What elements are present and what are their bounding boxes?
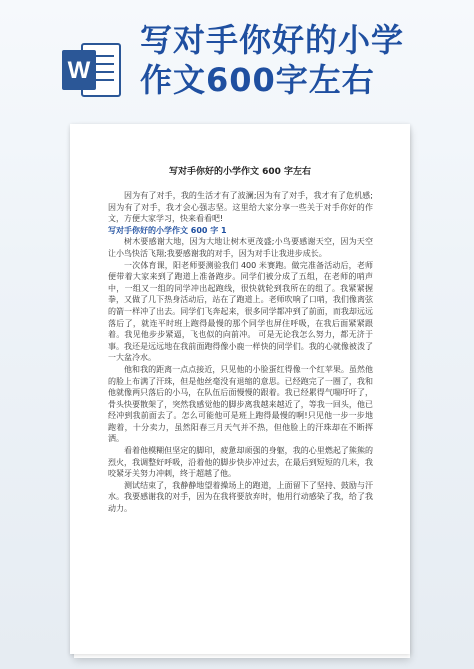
paragraph: 树木要感谢大地，因为大地让树木更茂盛;小鸟要感谢天空，因为天空让小鸟快活飞翔;我要感谢我的对手，因为对手让我进步成长。 [108, 237, 373, 258]
paragraph-intro: 因为有了对手，我的生活才有了波澜;因为有了对手，我才有了危机感;因为有了对手，我才会心强志坚。这里给大家分享一些关于对手你好的作文，方便大家学习，快来看看吧! [108, 191, 373, 224]
paragraph: 他和我的距离一点点接近，只见他的小脸蛋红得像一个红苹果。虽然他的脸上布满了汗珠，但是他丝毫没有退缩的意思。已经跑完了一圈了，我和他就像两只落后的小马，在队伍后面慢慢的跟着。我已经累得气喘吁吁了，骨头快要散架了，突然我感觉他的脚步离我越来越近了，等我一回头，他已经冲到我前面去了。怎么可能他可是班上跑得最慢的啊!只见他一步一步地跑着，十分卖力，虽然阳春三月天气并不热，但他脸上的汗珠却在不断挥洒。 [108, 364, 373, 444]
banner [0, 0, 474, 125]
word-document-icon [60, 38, 124, 102]
document-body [108, 190, 373, 515]
banner-title [140, 20, 460, 100]
word-icon-letter: W [67, 57, 91, 84]
section-heading: 写对手你好的小学作文 600 字 1 [108, 225, 227, 235]
banner-title-line-2: 作文600字左右 [140, 61, 375, 99]
paragraph: 测试结束了，我静静地望着操场上的跑道，上面留下了坚持、鼓励与汗水。我要感谢我的对手，因为在我将要放弃时，他用行动感染了我，给了我动力。 [108, 480, 373, 514]
document-page [70, 124, 410, 654]
banner-title-line-1: 写对手你好的小学 [140, 21, 405, 59]
paragraph: 一次体育课，阳老师要测验我们 400 米赛跑。做完准备活动后，老师便带着大家来到了跑道上准备跑步。同学们被分成了五组，在老师的哨声中，一组又一组的同学冲出起跑线，很快就轮到我所在的组了。我紧紧握拳，又做了几下热身活动后，站在了跑道上。老师吹响了口哨，我们像离弦的箭一样冲了出去。同学们飞奔起来，很多同学都冲到了前面，而我却远远落后了，就连平时班上跑得最慢的那个同学也屏住呼吸，在我后面紧紧跟着。我见他步步紧逼，飞也似的向前冲。 可是无论我怎么努力，都无济于事。我还是远远地在我前面跑得像小鹿一样快的同学们。我的心就像被泼了一大盆冷水。 [108, 260, 373, 363]
document-title: 写对手你好的小学作文 600 字左右 [168, 167, 312, 177]
paragraph: 看着他模糊但坚定的脚印，疲惫却顽强的身躯，我的心里燃起了熊熊的烈火，我调整好呼吸，沿着他的脚步快步冲过去，在最后到短短的几米，我咬紧牙关努力冲刺，终于超越了他。 [108, 446, 373, 479]
